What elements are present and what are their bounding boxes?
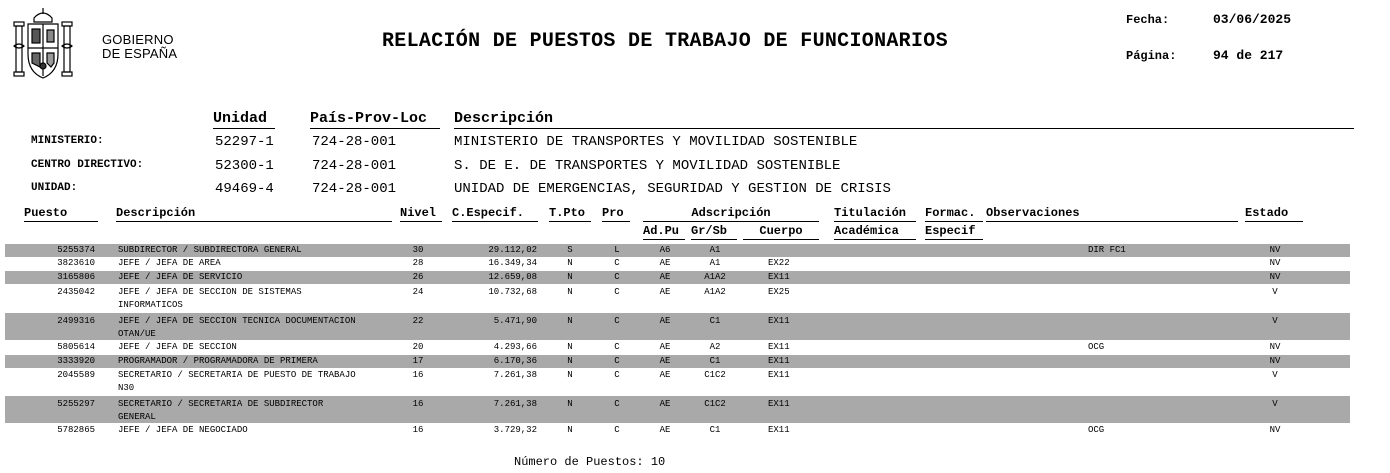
cell-nivel: 22 [412, 316, 424, 326]
cell-c-especif: 10.732,68 [488, 287, 537, 297]
cell-nivel: 24 [412, 287, 424, 297]
cell-gr-sb: C1 [709, 356, 721, 366]
cell-puesto: 3333920 [57, 356, 95, 366]
cell-nivel: 28 [412, 258, 424, 268]
cell-c-especif: 16.349,34 [488, 258, 537, 268]
cell-desc: JEFE / JEFA DE NEGOCIADO [118, 425, 248, 435]
cell-gr-sb: C1 [709, 316, 721, 326]
cell-t-pto: N [567, 287, 573, 297]
cell-desc: JEFE / JEFA DE SECCION TECNICA DOCUMENTACION [118, 316, 356, 326]
col-nivel: Nivel [400, 206, 442, 222]
cell-t-pto: N [567, 356, 573, 366]
org-header-descripcion: Descripción [454, 110, 1354, 129]
cell-ad-pu: AE [659, 287, 671, 297]
table-row [5, 341, 1350, 354]
org-header-pais-prov-loc: País-Prov-Loc [310, 110, 440, 129]
cell-t-pto: N [567, 258, 573, 268]
cell-estado: V [1272, 287, 1278, 297]
table-row [5, 244, 1350, 257]
org-unidad: 52297-1 [215, 134, 274, 150]
cell-cuerpo: EX22 [768, 258, 790, 268]
cell-c-especif: 5.471,90 [493, 316, 537, 326]
org-label: MINISTERIO: [31, 135, 104, 147]
cell-estado: NV [1269, 342, 1281, 352]
org-unidad: 52300-1 [215, 158, 274, 174]
cell-ad-pu: AE [659, 272, 671, 282]
total-positions: Número de Puestos: 10 [514, 455, 666, 469]
org-unidad: 49469-4 [215, 181, 274, 197]
cell-t-pto: N [567, 342, 573, 352]
col-formac: Formac. [925, 206, 983, 222]
col-c-especif: C.Especif. [452, 206, 538, 222]
pagina-label: Página: [1126, 49, 1177, 63]
cell-observaciones: OCG [1088, 425, 1105, 435]
cell-pro: C [614, 258, 620, 268]
coat-of-arms-logo [12, 6, 74, 84]
org-header-unidad: Unidad [213, 110, 275, 129]
cell-observaciones: DIR FC1 [1088, 245, 1126, 255]
government-name-line2: DE ESPAÑA [102, 46, 178, 61]
cell-gr-sb: A1A2 [704, 272, 726, 282]
cell-puesto: 5255374 [57, 245, 95, 255]
col-academica: Académica [834, 224, 916, 240]
cell-t-pto: N [567, 272, 573, 282]
col-t-pto: T.Pto [549, 206, 591, 222]
cell-desc: JEFE / JEFA DE SECCION [118, 342, 237, 352]
cell-c-especif: 29.112,02 [488, 245, 537, 255]
cell-pro: C [614, 425, 620, 435]
cell-puesto: 2435042 [57, 287, 95, 297]
org-label: UNIDAD: [31, 182, 78, 194]
cell-puesto: 2045589 [57, 370, 95, 380]
cell-cuerpo: EX11 [768, 356, 790, 366]
cell-gr-sb: A1A2 [704, 287, 726, 297]
cell-t-pto: N [567, 399, 573, 409]
cell-nivel: 16 [412, 425, 424, 435]
cell-gr-sb: A1 [709, 245, 721, 255]
cell-nivel: 17 [412, 356, 424, 366]
col-gr-sb: Gr/Sb [691, 224, 737, 240]
cell-cuerpo: EX11 [768, 316, 790, 326]
table-row [5, 424, 1350, 437]
cell-desc-cont: N30 [118, 383, 135, 393]
cell-c-especif: 4.293,66 [493, 342, 537, 352]
col-ad-pu: Ad.Pu [643, 224, 685, 240]
col-observaciones: Observaciones [986, 206, 1238, 222]
cell-ad-pu: AE [659, 316, 671, 326]
cell-ad-pu: AE [659, 399, 671, 409]
cell-puesto: 5255297 [57, 399, 95, 409]
fecha-label: Fecha: [1126, 13, 1170, 27]
table-row [5, 271, 1350, 284]
table-row [5, 369, 1350, 395]
col-especif: Especif [925, 224, 983, 240]
cell-estado: NV [1269, 245, 1281, 255]
cell-c-especif: 6.170,36 [493, 356, 537, 366]
col-pro: Pro [602, 206, 630, 222]
cell-pro: C [614, 356, 620, 366]
cell-estado: NV [1269, 356, 1281, 366]
cell-pro: C [614, 287, 620, 297]
cell-cuerpo: EX11 [768, 425, 790, 435]
cell-ad-pu: AE [659, 342, 671, 352]
cell-estado: V [1272, 316, 1278, 326]
cell-cuerpo: EX25 [768, 287, 790, 297]
cell-ad-pu: AE [659, 370, 671, 380]
cell-puesto: 5805614 [57, 342, 95, 352]
cell-puesto: 2499316 [57, 316, 95, 326]
cell-puesto: 5782865 [57, 425, 95, 435]
cell-gr-sb: A2 [709, 342, 721, 352]
cell-t-pto: N [567, 425, 573, 435]
cell-nivel: 16 [412, 399, 424, 409]
cell-desc-cont: OTAN/UE [118, 329, 156, 339]
fecha-value: 03/06/2025 [1213, 12, 1292, 27]
cell-gr-sb: C1 [709, 425, 721, 435]
org-label: CENTRO DIRECTIVO: [31, 159, 144, 171]
cell-c-especif: 7.261,38 [493, 399, 537, 409]
government-name-line1: GOBIERNO [102, 32, 174, 47]
col-puesto: Puesto [24, 206, 98, 222]
pagina-value: 94 de 217 [1213, 48, 1284, 63]
col-titulacion: Titulación [834, 206, 916, 222]
cell-t-pto: S [567, 245, 573, 255]
org-desc: S. DE E. DE TRANSPORTES Y MOVILIDAD SOSTENIBLE [454, 158, 841, 174]
document-title: RELACIÓN DE PUESTOS DE TRABAJO DE FUNCIONARIOS [382, 30, 948, 53]
cell-t-pto: N [567, 370, 573, 380]
cell-pro: C [614, 342, 620, 352]
cell-pro: L [614, 245, 620, 255]
cell-estado: V [1272, 370, 1278, 380]
org-desc: UNIDAD DE EMERGENCIAS, SEGURIDAD Y GESTION DE CRISIS [454, 181, 891, 197]
table-row [5, 313, 1350, 340]
cell-estado: NV [1269, 425, 1281, 435]
cell-desc: JEFE / JEFA DE SECCION DE SISTEMAS [118, 287, 302, 297]
table-row [5, 257, 1350, 270]
cell-cuerpo: EX11 [768, 399, 790, 409]
cell-t-pto: N [567, 316, 573, 326]
cell-puesto: 3823610 [57, 258, 95, 268]
cell-ad-pu: A6 [659, 245, 671, 255]
org-ppl: 724-28-001 [312, 181, 397, 197]
cell-pro: C [614, 316, 620, 326]
org-desc: MINISTERIO DE TRANSPORTES Y MOVILIDAD SOSTENIBLE [454, 134, 858, 150]
cell-nivel: 26 [412, 272, 424, 282]
cell-desc: JEFE / JEFA DE AREA [118, 258, 221, 268]
cell-c-especif: 12.659,08 [488, 272, 537, 282]
cell-estado: V [1272, 399, 1278, 409]
table-row [5, 286, 1350, 312]
col-cuerpo: Cuerpo [743, 224, 819, 240]
cell-gr-sb: A1 [709, 258, 721, 268]
cell-pro: C [614, 272, 620, 282]
cell-desc: JEFE / JEFA DE SERVICIO [118, 272, 243, 282]
table-row [5, 396, 1350, 423]
cell-desc-cont: GENERAL [118, 412, 156, 422]
cell-pro: C [614, 399, 620, 409]
cell-desc: SECRETARIO / SECRETARIA DE PUESTO DE TRABAJO [118, 370, 356, 380]
cell-puesto: 3165806 [57, 272, 95, 282]
org-ppl: 724-28-001 [312, 134, 397, 150]
cell-nivel: 30 [412, 245, 424, 255]
cell-estado: NV [1269, 258, 1281, 268]
col-estado: Estado [1245, 206, 1303, 222]
cell-cuerpo: EX11 [768, 370, 790, 380]
cell-cuerpo: EX11 [768, 342, 790, 352]
cell-cuerpo: EX11 [768, 272, 790, 282]
cell-ad-pu: AE [659, 425, 671, 435]
cell-estado: NV [1269, 272, 1281, 282]
col-descripcion: Descripción [116, 206, 392, 222]
cell-pro: C [614, 370, 620, 380]
cell-gr-sb: C1C2 [704, 399, 726, 409]
cell-c-especif: 7.261,38 [493, 370, 537, 380]
cell-observaciones: OCG [1088, 342, 1105, 352]
cell-ad-pu: AE [659, 356, 671, 366]
cell-desc: SECRETARIO / SECRETARIA DE SUBDIRECTOR [118, 399, 324, 409]
org-ppl: 724-28-001 [312, 158, 397, 174]
cell-desc-cont: INFORMATICOS [118, 300, 183, 310]
table-row [5, 355, 1350, 368]
cell-gr-sb: C1C2 [704, 370, 726, 380]
cell-nivel: 16 [412, 370, 424, 380]
cell-desc: PROGRAMADOR / PROGRAMADORA DE PRIMERA [118, 356, 318, 366]
cell-ad-pu: AE [659, 258, 671, 268]
cell-c-especif: 3.729,32 [493, 425, 537, 435]
cell-nivel: 20 [412, 342, 424, 352]
cell-desc: SUBDIRECTOR / SUBDIRECTORA GENERAL [118, 245, 302, 255]
col-adscripcion: Adscripción [643, 206, 819, 222]
